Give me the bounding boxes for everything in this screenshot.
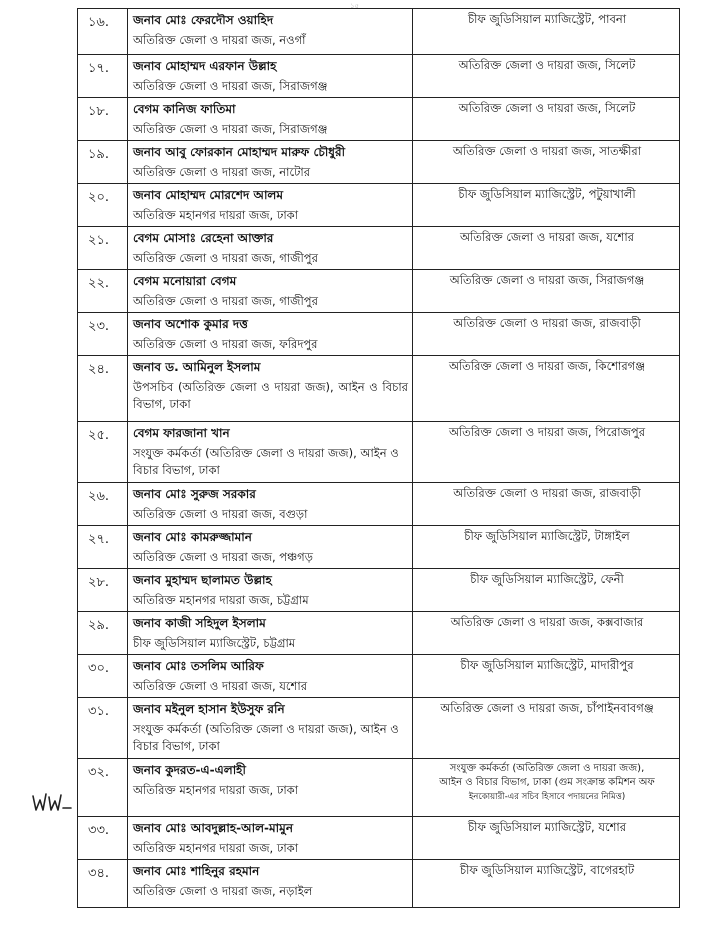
- serial-number: ২৭.: [78, 526, 128, 569]
- new-posting: অতিরিক্ত জেলা ও দায়রা জজ, সিলেট: [413, 98, 680, 141]
- officer-name: জনাব মোঃ কামরুজ্জামান: [133, 530, 252, 544]
- serial-number: ২৫.: [78, 422, 128, 483]
- officer-name: জনাব মোহাম্মদ এরফান উল্লাহ: [133, 59, 277, 73]
- table-row: [78, 141, 680, 184]
- officer-name: জনাব আবু ফোরকান মোহাম্মদ মারুফ চৌধুরী: [133, 145, 346, 159]
- officer-cell: [128, 655, 413, 698]
- new-posting: [413, 759, 680, 817]
- current-posting: অতিরিক্ত জেলা ও দায়রা জজ, গাজীপুর: [133, 294, 318, 308]
- table-row: [78, 9, 680, 55]
- new-posting-line: ইনকোয়ারী-এর সচিব হিসাবে পদায়নের নিমিত্ত): [468, 792, 626, 802]
- new-posting: চীফ জুডিসিয়াল ম্যাজিস্ট্রেট, বাগেরহাট: [413, 860, 680, 908]
- new-posting: অতিরিক্ত জেলা ও দায়রা জজ, রাজবাড়ী: [413, 313, 680, 356]
- current-posting: অতিরিক্ত জেলা ও দায়রা জজ, ফরিদপুর: [133, 337, 318, 351]
- current-posting: সংযুক্ত কর্মকর্তা (অতিরিক্ত জেলা ও দায়রা জজ), আইন ও বিচার বিভাগ, ঢাকা: [133, 722, 399, 753]
- current-posting: অতিরিক্ত জেলা ও দায়রা জজ, নাটোর: [133, 165, 311, 179]
- officer-cell: [128, 526, 413, 569]
- serial-number: ৩০.: [78, 655, 128, 698]
- officer-name: বেগম মনোয়ারা বেগম: [133, 274, 237, 288]
- current-posting: উপসচিব (অতিরিক্ত জেলা ও দায়রা জজ), আইন ও বিচার বিভাগ, ঢাকা: [133, 380, 408, 411]
- serial-number: ২৩.: [78, 313, 128, 356]
- new-posting: অতিরিক্ত জেলা ও দায়রা জজ, কক্সবাজার: [413, 612, 680, 655]
- new-posting: অতিরিক্ত জেলা ও দায়রা জজ, চাঁপাইনবাবগঞ্জ: [413, 698, 680, 759]
- officer-cell: [128, 612, 413, 655]
- table-row: [78, 569, 680, 612]
- officer-cell: [128, 422, 413, 483]
- officer-cell: [128, 9, 413, 55]
- new-posting: চীফ জুডিসিয়াল ম্যাজিস্ট্রেট, যশোর: [413, 817, 680, 860]
- new-posting: অতিরিক্ত জেলা ও দায়রা জজ, সাতক্ষীরা: [413, 141, 680, 184]
- serial-number: ২২.: [78, 270, 128, 313]
- current-posting: অতিরিক্ত জেলা ও দায়রা জজ, গাজীপুর: [133, 251, 318, 265]
- table-row: [78, 356, 680, 422]
- current-posting: সংযুক্ত কর্মকর্তা (অতিরিক্ত জেলা ও দায়রা জজ), আইন ও বিচার বিভাগ, ঢাকা: [133, 446, 399, 477]
- serial-number: ৩২.: [78, 759, 128, 817]
- serial-number: ৩৩.: [78, 817, 128, 860]
- officer-name: বেগম মোসাঃ রেহেনা আক্তার: [133, 231, 274, 245]
- officer-cell: [128, 98, 413, 141]
- serial-number: ২৪.: [78, 356, 128, 422]
- current-posting: চীফ জুডিসিয়াল ম্যাজিস্ট্রেট, চট্টগ্রাম: [133, 636, 296, 650]
- current-posting: অতিরিক্ত মহানগর দায়রা জজ, ঢাকা: [133, 841, 299, 855]
- current-posting: অতিরিক্ত জেলা ও দায়রা জজ, সিরাজগঞ্জ: [133, 79, 328, 93]
- officer-cell: [128, 313, 413, 356]
- table-row: [78, 655, 680, 698]
- officer-name: জনাব মোহাম্মদ মোরশেদ আলম: [133, 188, 284, 202]
- new-posting: অতিরিক্ত জেলা ও দায়রা জজ, কিশোরগঞ্জ: [413, 356, 680, 422]
- new-posting: চীফ জুডিসিয়াল ম্যাজিস্ট্রেট, মাদারীপুর: [413, 655, 680, 698]
- serial-number: ১৭.: [78, 55, 128, 98]
- officer-name: জনাব মইনুল হাসান ইউসুফ রনি: [133, 702, 285, 716]
- new-posting: অতিরিক্ত জেলা ও দায়রা জজ, পিরোজপুর: [413, 422, 680, 483]
- table-row: [78, 698, 680, 759]
- officer-name: জনাব কুদরত-এ-এলাহী: [133, 763, 246, 777]
- officer-cell: [128, 184, 413, 227]
- table-row: [78, 270, 680, 313]
- officer-name: বেগম ফারজানা খান: [133, 426, 230, 440]
- serial-number: ২৯.: [78, 612, 128, 655]
- table-row: [78, 55, 680, 98]
- officer-cell: [128, 817, 413, 860]
- page-number-mark: ১৫: [350, 2, 360, 10]
- current-posting: অতিরিক্ত জেলা ও দায়রা জজ, যশোর: [133, 679, 308, 693]
- officer-name: জনাব অশোক কুমার দত্ত: [133, 317, 248, 331]
- table-row: [78, 313, 680, 356]
- officer-name: জনাব মোঃ তসলিম আরিফ: [133, 659, 264, 673]
- officer-name: জনাব মোঃ সুরুজ সরকার: [133, 487, 256, 501]
- new-posting-line: আইন ও বিচার বিভাগ, ঢাকা (গুম সংক্রান্ত কমিশন অফ: [439, 777, 655, 788]
- serial-number: ২৮.: [78, 569, 128, 612]
- table-row: [78, 526, 680, 569]
- serial-number: ১৬.: [78, 9, 128, 55]
- table-row: [78, 759, 680, 817]
- officer-cell: [128, 141, 413, 184]
- serial-number: ১৮.: [78, 98, 128, 141]
- new-posting: চীফ জুডিসিয়াল ম্যাজিস্ট্রেট, পাবনা: [413, 9, 680, 55]
- table-row: [78, 227, 680, 270]
- officer-cell: [128, 270, 413, 313]
- current-posting: অতিরিক্ত জেলা ও দায়রা জজ, বগুড়া: [133, 507, 308, 521]
- serial-number: ১৯.: [78, 141, 128, 184]
- officer-name: জনাব মুহাম্মদ ছালামত উল্লাহ: [133, 573, 272, 587]
- current-posting: অতিরিক্ত জেলা ও দায়রা জজ, সিরাজগঞ্জ: [133, 122, 328, 136]
- serial-number: ২০.: [78, 184, 128, 227]
- officer-cell: [128, 698, 413, 759]
- table-row: [78, 184, 680, 227]
- current-posting: অতিরিক্ত জেলা ও দায়রা জজ, নড়াইল: [133, 884, 313, 898]
- transfer-posting-table: [77, 8, 680, 908]
- officer-cell: [128, 759, 413, 817]
- current-posting: অতিরিক্ত জেলা ও দায়রা জজ, পঞ্চগড়: [133, 550, 313, 564]
- officer-name: জনাব মোঃ আবদুল্লাহ-আল-মামুন: [133, 821, 293, 835]
- serial-number: ৩১.: [78, 698, 128, 759]
- new-posting: চীফ জুডিসিয়াল ম্যাজিস্ট্রেট, পটুয়াখালী: [413, 184, 680, 227]
- new-posting: অতিরিক্ত জেলা ও দায়রা জজ, যশোর: [413, 227, 680, 270]
- new-posting-line: সংযুক্ত কর্মকর্তা (অতিরিক্ত জেলা ও দায়রা জজ),: [449, 763, 645, 774]
- officer-cell: [128, 569, 413, 612]
- table-row: [78, 422, 680, 483]
- officer-cell: [128, 55, 413, 98]
- current-posting: অতিরিক্ত মহানগর দায়রা জজ, ঢাকা: [133, 208, 299, 222]
- table-row: [78, 612, 680, 655]
- new-posting: অতিরিক্ত জেলা ও দায়রা জজ, সিলেট: [413, 55, 680, 98]
- current-posting: অতিরিক্ত মহানগর দায়রা জজ, চট্টগ্রাম: [133, 593, 309, 607]
- table-row: [78, 98, 680, 141]
- signature-initials: [30, 788, 74, 816]
- officer-name: জনাব ড. আমিনুল ইসলাম: [133, 360, 261, 374]
- serial-number: ৩৪.: [78, 860, 128, 908]
- serial-number: ২৬.: [78, 483, 128, 526]
- officer-name: জনাব মোঃ ফেরদৌস ওয়াহিদ: [133, 13, 274, 27]
- officer-name: জনাব কাজী সহিদুল ইসলাম: [133, 616, 266, 630]
- current-posting: অতিরিক্ত মহানগর দায়রা জজ, ঢাকা: [133, 783, 299, 797]
- officer-cell: [128, 227, 413, 270]
- officer-cell: [128, 483, 413, 526]
- new-posting: অতিরিক্ত জেলা ও দায়রা জজ, সিরাজগঞ্জ: [413, 270, 680, 313]
- officer-cell: [128, 860, 413, 908]
- serial-number: ২১.: [78, 227, 128, 270]
- table-row: [78, 483, 680, 526]
- officer-name: জনাব মোঃ শাহিনুর রহমান: [133, 864, 260, 878]
- new-posting: চীফ জুডিসিয়াল ম্যাজিস্ট্রেট, টাঙ্গাইল: [413, 526, 680, 569]
- new-posting: অতিরিক্ত জেলা ও দায়রা জজ, রাজবাড়ী: [413, 483, 680, 526]
- current-posting: অতিরিক্ত জেলা ও দায়রা জজ, নওগাঁ: [133, 33, 306, 47]
- table-row: [78, 817, 680, 860]
- officer-cell: [128, 356, 413, 422]
- new-posting: চীফ জুডিসিয়াল ম্যাজিস্ট্রেট, ফেনী: [413, 569, 680, 612]
- officer-name: বেগম কানিজ ফাতিমা: [133, 102, 236, 116]
- table-row: [78, 860, 680, 908]
